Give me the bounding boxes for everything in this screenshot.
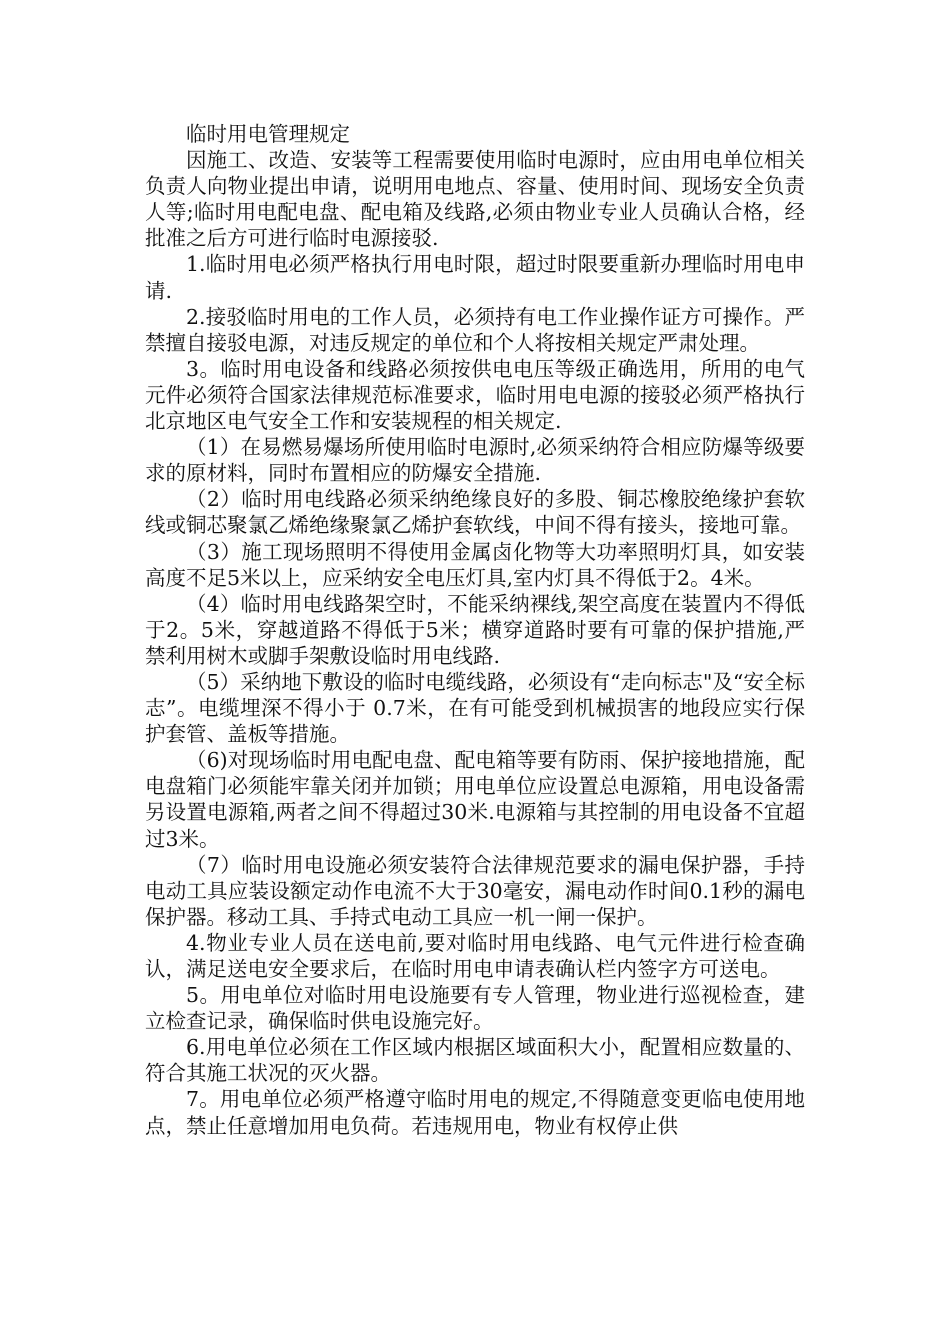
paragraph-rule-7: 7。用电单位必须严格遵守临时用电的规定,不得随意变更临电使用地点，禁止任意增加用电负荷。若违规用电，物业有权停止供 — [145, 1087, 805, 1138]
document-title: 临时用电管理规定 — [186, 122, 350, 146]
paragraph-rule-3-6: （6)对现场临时用电配电盘、配电箱等要有防雨、保护接地措施，配电盘箱门必须能牢靠关闭并加锁；用电单位应设置总电源箱，用电设备需另设置电源箱,两者之间不得超过30米.电源箱与其控制的用电设备不宜超过3米。 — [145, 748, 805, 851]
paragraph-rule-1: 1.临时用电必须严格执行用电时限，超过时限要重新办理临时用电申请. — [145, 252, 805, 303]
paragraph-rule-3-7: （7）临时用电设施必须安装符合法律规范要求的漏电保护器，手持电动工具应装设额定动作电流不大于30毫安，漏电动作时间0.1秒的漏电保护器。移动工具、手持式电动工具应一机一闸一保护。 — [145, 852, 805, 929]
paragraph-rule-3-5: （5）采纳地下敷设的临时电缆线路，必须设有“走向标志"及“安全标志”。电缆埋深不得小于 0.7米，在有可能受到机械损害的地段应实行保护套管、盖板等措施。 — [145, 669, 805, 747]
paragraph-rule-4: 4.物业专业人员在送电前,要对临时用电线路、电气元件进行检查确认，满足送电安全要求后，在临时用电申请表确认栏内签字方可送电。 — [145, 930, 805, 981]
paragraph-rule-5: 5。用电单位对临时用电设施要有专人管理，物业进行巡视检查，建立检查记录，确保临时供电设施完好。 — [145, 983, 805, 1034]
paragraph-rule-3: 3。临时用电设备和线路必须按供电电压等级正确选用，所用的电气元件必须符合国家法律规范标准要求，临时用电电源的接驳必须严格执行北京地区电气安全工作和安装规程的相关规定. — [145, 356, 805, 434]
paragraph-intro: 因施工、改造、安装等工程需要使用临时电源时，应由用电单位相关负责人向物业提出申请，说明用电地点、容量、使用时间、现场安全负责人等;临时用电配电盘、配电箱及线路,必须由物业专业人员确认合格，经批准之后方可进行临时电源接驳. — [145, 148, 805, 251]
paragraph-rule-3-4: （4）临时用电线路架空时，不能采纳裸线,架空高度在装置内不得低于2。5米，穿越道路不得低于5米；横穿道路时要有可靠的保护措施,严禁利用树木或脚手架敷设临时用电线路. — [145, 591, 805, 668]
paragraph-rule-6: 6.用电单位必须在工作区域内根据区域面积大小，配置相应数量的、符合其施工状况的灭火器。 — [145, 1035, 805, 1086]
paragraph-rule-2: 2.接驳临时用电的工作人员，必须持有电工作业操作证方可操作。严禁擅自接驳电源，对违反规定的单位和个人将按相关规定严肃处理。 — [145, 304, 805, 355]
paragraph-rule-3-1: （1）在易燃易爆场所使用临时电源时,必须采纳符合相应防爆等级要求的原材料，同时布置相应的防爆安全措施. — [145, 435, 805, 486]
paragraph-rule-3-3: （3）施工现场照明不得使用金属卤化物等大功率照明灯具，如安装高度不足5米以上，应采纳安全电压灯具,室内灯具不得低于2。4米。 — [145, 539, 805, 590]
paragraph-rule-3-2: （2）临时用电线路必须采纳绝缘良好的多股、铜芯橡胶绝缘护套软线或铜芯聚氯乙烯绝缘聚氯乙烯护套软线，中间不得有接头，接地可靠。 — [145, 487, 805, 538]
document-body — [145, 121, 805, 1139]
